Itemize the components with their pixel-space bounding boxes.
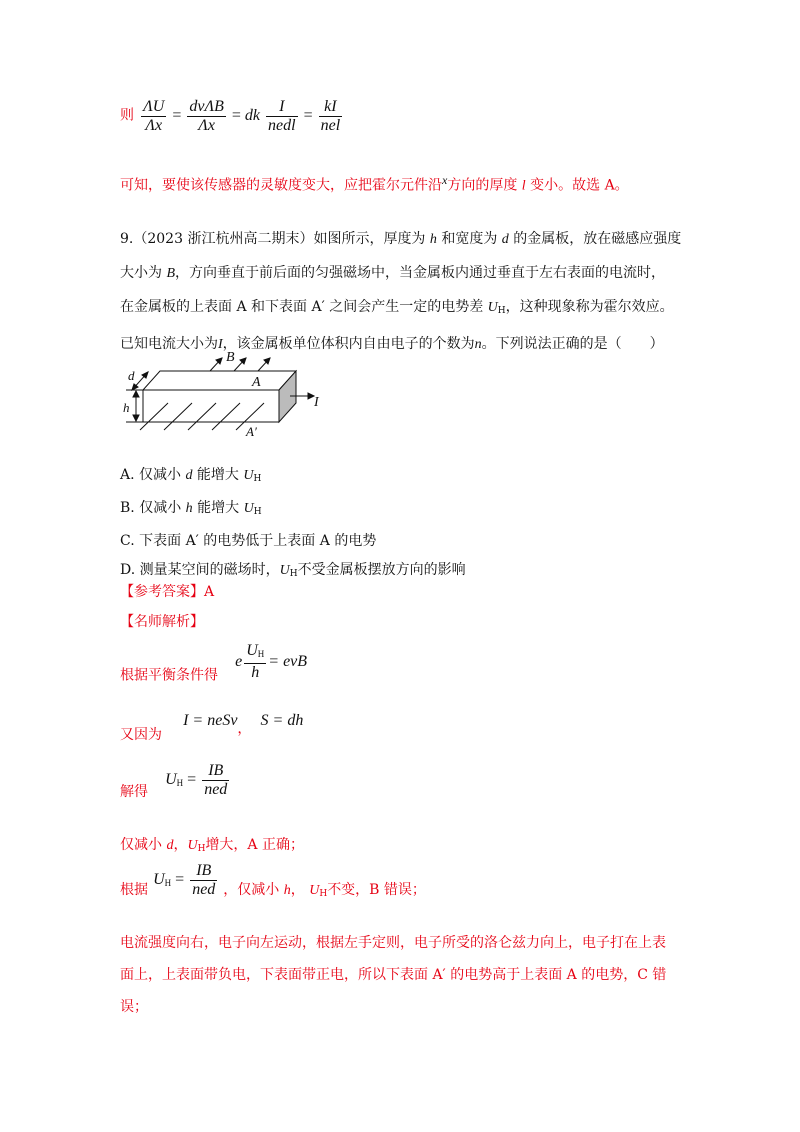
question-9 [120, 229, 681, 355]
question-line-4: 已知电流大小为I，该金属板单位体积内自由电子的个数为n。下列说法正确的是（ ） [120, 336, 664, 352]
paragraph-line-1: 电流强度向右，电子向左运动，根据左手定则，电子所受的洛仑兹力向上，电子打在上表 [120, 935, 666, 951]
solve-line: 解得 $U_H$ = $\frac{IB}{\text{ned}}$ [120, 762, 228, 801]
answer-label: 【参考答案】 [120, 584, 204, 600]
label-d: d [128, 368, 135, 383]
equation-prefix: 则 [120, 107, 134, 124]
question-line-2: 大小为 B，方向垂直于前后面的匀强磁场中，当金属板内通过垂直于左右表面的电流时， [120, 265, 666, 281]
label-a-prime: A′ [246, 424, 257, 439]
hall-effect-figure [118, 350, 328, 445]
plate-top-face [143, 371, 296, 390]
label-a: A [252, 375, 261, 390]
option-b: B. 仅减小 h 能增大 $U_H$ [120, 500, 262, 517]
option-c: C. 下表面 A′ 的电势低于上表面 A 的电势 [120, 533, 377, 549]
question-line-1: 9.（2023 浙江杭州高二期末）如图所示，厚度为 h 和宽度为 d 的金属板，放在磁感应强度 [120, 231, 682, 247]
because-line: 又因为 I = neSv， S = dh [120, 712, 304, 743]
option-d: D. 测量某空间的磁场时，$U_H$不受金属板摆放方向的影响 [120, 562, 466, 579]
conclusion-line: 可知，要使该传感器的灵敏度变大，应把霍尔元件沿$^x$方向的厚度 l 变小。故选 A。 [120, 173, 629, 194]
question-line-3: 在金属板的上表面 A 和下表面 A′ 之间会产生一定的电势差 $U_H$，这种现象称为霍尔效应。 [120, 299, 674, 316]
label-b: B [226, 350, 235, 365]
option-a: A. 仅减小 d 能增大 $U_H$ [120, 467, 262, 484]
plate-front-face [143, 390, 279, 422]
options [120, 465, 466, 584]
paragraph-line-3: 误； [120, 999, 148, 1015]
analysis-line-a: 仅减小 d，$U_H$增大，A 正确； [120, 837, 304, 854]
top-equation: 则 $\frac{\Lambda U}{\Lambda x}$ = $\frac{\text{dvΛB}}{\Lambda x}$ = dk $\frac{I}{\text{nedl}}$ = $\frac{kI}{\text{nel}}$ [120, 98, 341, 134]
analysis-line-b: 根据 $U_H$ = $\frac{IB}{\text{ned}}$ ，仅减小 h， $U_H$不变，B 错误； [120, 862, 426, 900]
fraction-2: $\frac{\text{dvΛB}}{\Lambda x}$ [189, 98, 224, 134]
balance-line: 根据平衡条件得 e $\frac{U_H}{h}$ = evB [120, 642, 308, 684]
label-i: I [314, 395, 319, 410]
analysis-label: 【名师解析】 [120, 614, 204, 630]
paragraph-line-2: 面上，上表面带负电，下表面带正电，所以下表面 A′ 的电势高于上表面 A 的电势，C 错 [120, 967, 667, 983]
fraction-4: $\frac{kI}{\text{nel}}$ [320, 98, 341, 134]
label-h: h [123, 400, 130, 415]
magnetic-field-arrows [210, 358, 270, 371]
answer-value: A [204, 584, 215, 600]
answer-line [120, 582, 214, 602]
fraction-3: $\frac{I}{\text{nedl}}$ [268, 98, 296, 134]
analysis-paragraph [120, 933, 666, 1017]
fraction-1: $\frac{\Lambda U}{\Lambda x}$ [143, 98, 165, 134]
